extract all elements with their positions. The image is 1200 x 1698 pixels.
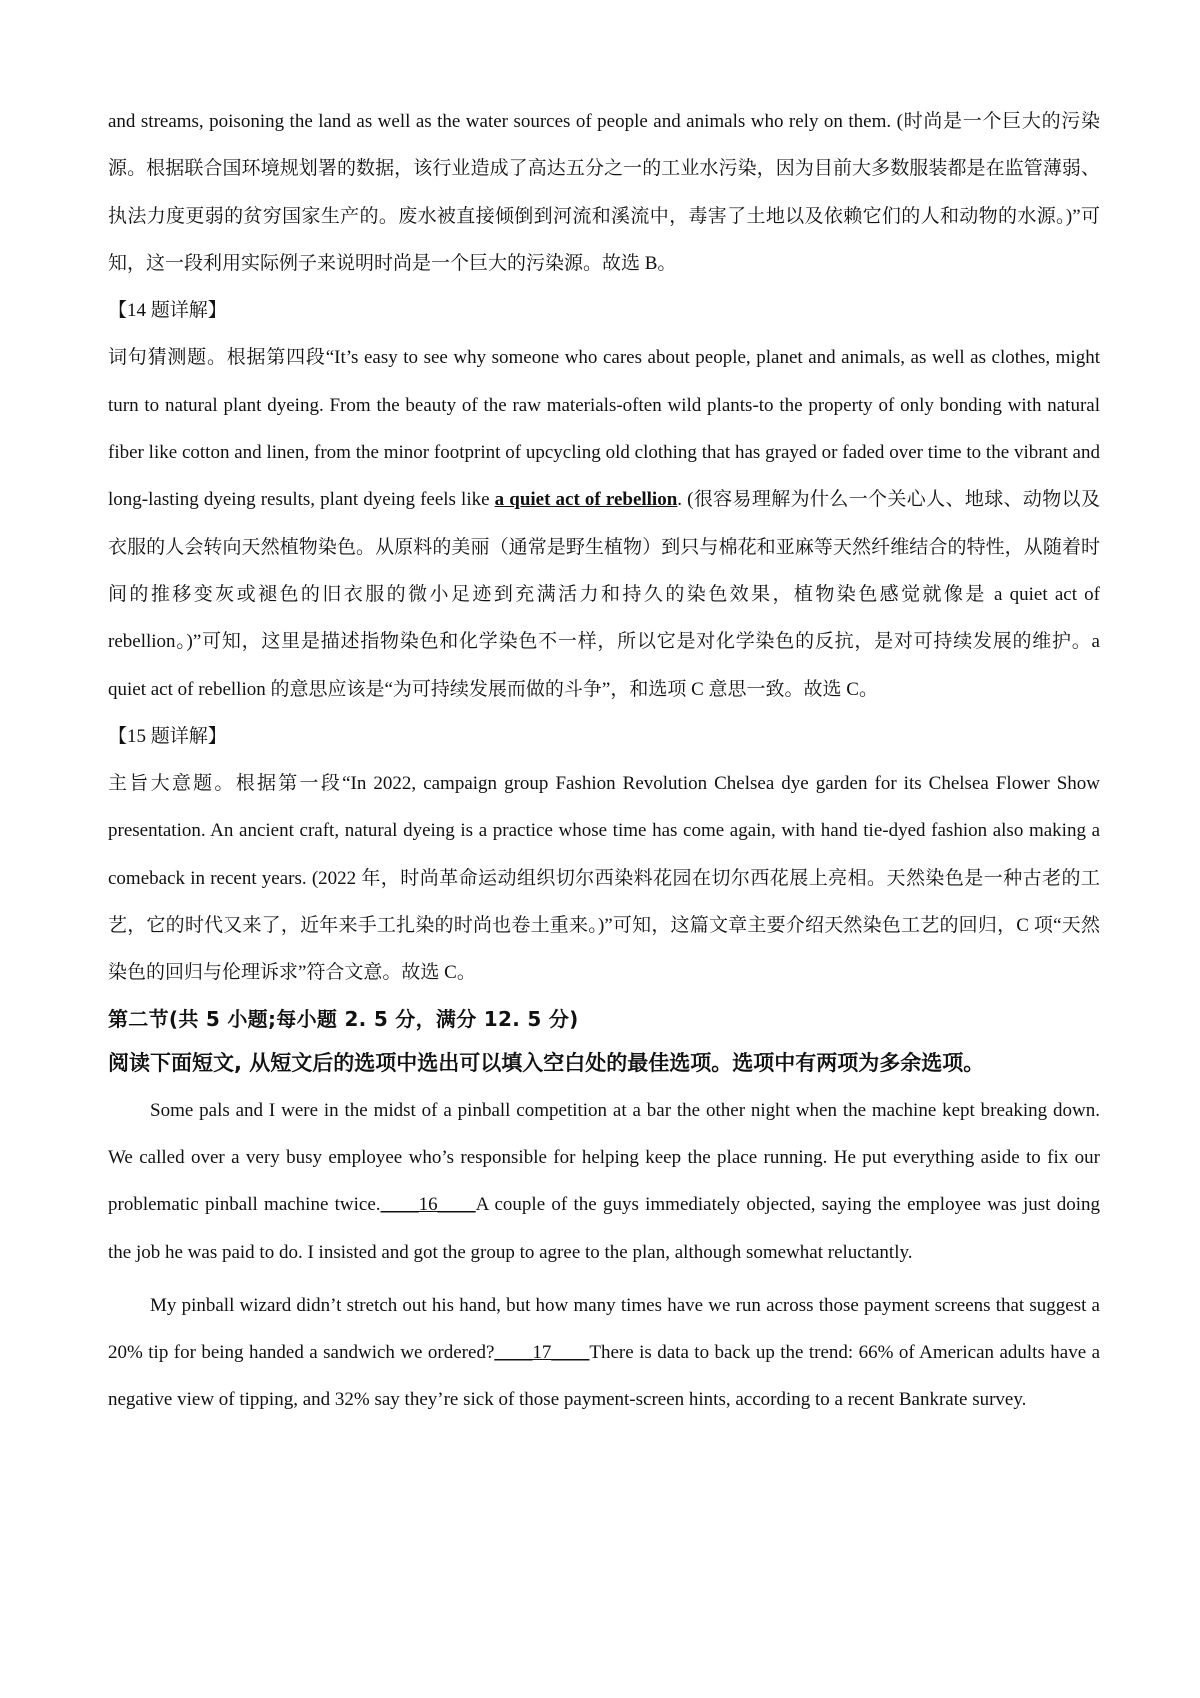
blank-17: ____17____ <box>494 1342 590 1364</box>
passage-p2-after: There is data to back up the trend: 66% of American adults have a negative view of tipping, and 32% say they’re sick of those payment-screen hints, according to a recent Bankrate survey. <box>108 1342 1100 1411</box>
q14-text-after: . (很容易理解为什么一个关心人、地球、动物以及衣服的人会转向天然植物染色。从原料的美丽（通常是野生植物）到只与棉花和亚麻等天然纤维结合的特性，从随着时间的推移变灰或褪色的旧衣服的微小足迹到充满活力和持久的染色效果，植物染色感觉就像是 a quiet act of rebellion。)”可知，这里是描述指物染色和化学染色不一样，所以它是对化学染色的反抗，是对可持续发展的维护。a quiet act of rebellion 的意思应该是“为可持续发展而做的斗争”，和选项 C 意思一致。故选 C。 <box>108 489 1100 700</box>
passage-p1-after: A couple of the guys immediately objected, saying the employee was just doing the job he was paid to do. I insisted and got the group to agree to the plan, although somewhat reluctantly. <box>108 1194 1100 1263</box>
q13-explanation-tail: and streams, poisoning the land as well as the water sources of people and animals who rely on them. (时尚是一个巨大的污染源。根据联合国环境规划署的数据，该行业造成了高达五分之一的工业水污染，因为目前大多数服装都是在监管薄弱、执法力度更弱的贫穷国家生产的。废水被直接倾倒到河流和溪流中，毒害了土地以及依赖它们的人和动物的水源。)”可知，这一段利用实际例子来说明时尚是一个巨大的污染源。故选 B。 <box>108 111 1100 274</box>
section2-title: 第二节(共 5 小题;每小题 2. 5 分，满分 12. 5 分) <box>108 1006 579 1031</box>
passage-p1-before: Some pals and I were in the midst of a pinball competition at a bar the other night when the machine kept breaking down. We called over a very busy employee who’s responsible for helping keep the place running. He put everything aside to fix our problematic pinball machine twice. <box>108 1099 1100 1216</box>
blank-16: ____16____ <box>380 1194 476 1216</box>
q14-text-before: 词句猜测题。根据第四段“It’s easy to see why someone who cares about people, planet and animals, as well as clothes, might turn to natural plant dyeing. From the beauty of the raw materials-often wild plants-to the property of only bonding with natural fiber like cotton and linen, from the minor footprint of upcycling old clothing that has grayed or faded over time to the vibrant and long-lasting dyeing results, plant dyeing feels like <box>108 347 1100 511</box>
passage-p2-before: My pinball wizard didn’t stretch out his hand, but how many times have we run across those payment screens that suggest a 20% tip for being handed a sandwich we ordered? <box>108 1294 1100 1364</box>
q15-explanation: 主旨大意题。根据第一段“In 2022, campaign group Fashion Revolution Chelsea dye garden for its Chelsea Flower Show presentation. An ancient craft, natural dyeing is a practice whose time has come again, with hand tie-dyed fashion also making a comeback in recent years. (2022 年，时尚革命运动组织切尔西染料花园在切尔西花展上亮相。天然染色是一种古老的工艺，它的时代又来了，近年来手工扎染的时尚也卷土重来。)”可知，这篇文章主要介绍天然染色工艺的回归，C 项“天然染色的回归与伦理诉求”符合文意。故选 C。 <box>108 773 1100 984</box>
passage-paragraph-2 <box>108 1282 1100 1424</box>
q14-explanation <box>108 334 1100 712</box>
q15-heading: 【15 题详解】 <box>108 725 227 747</box>
passage-paragraph-1 <box>108 1087 1100 1276</box>
q14-heading: 【14 题详解】 <box>108 300 227 322</box>
section2-instruction: 阅读下面短文, 从短文后的选项中选出可以填入空白处的最佳选项。选项中有两项为多余选项。 <box>108 1050 985 1075</box>
q14-highlight-phrase: a quiet act of rebellion <box>494 489 678 511</box>
document-page <box>108 98 1100 1424</box>
